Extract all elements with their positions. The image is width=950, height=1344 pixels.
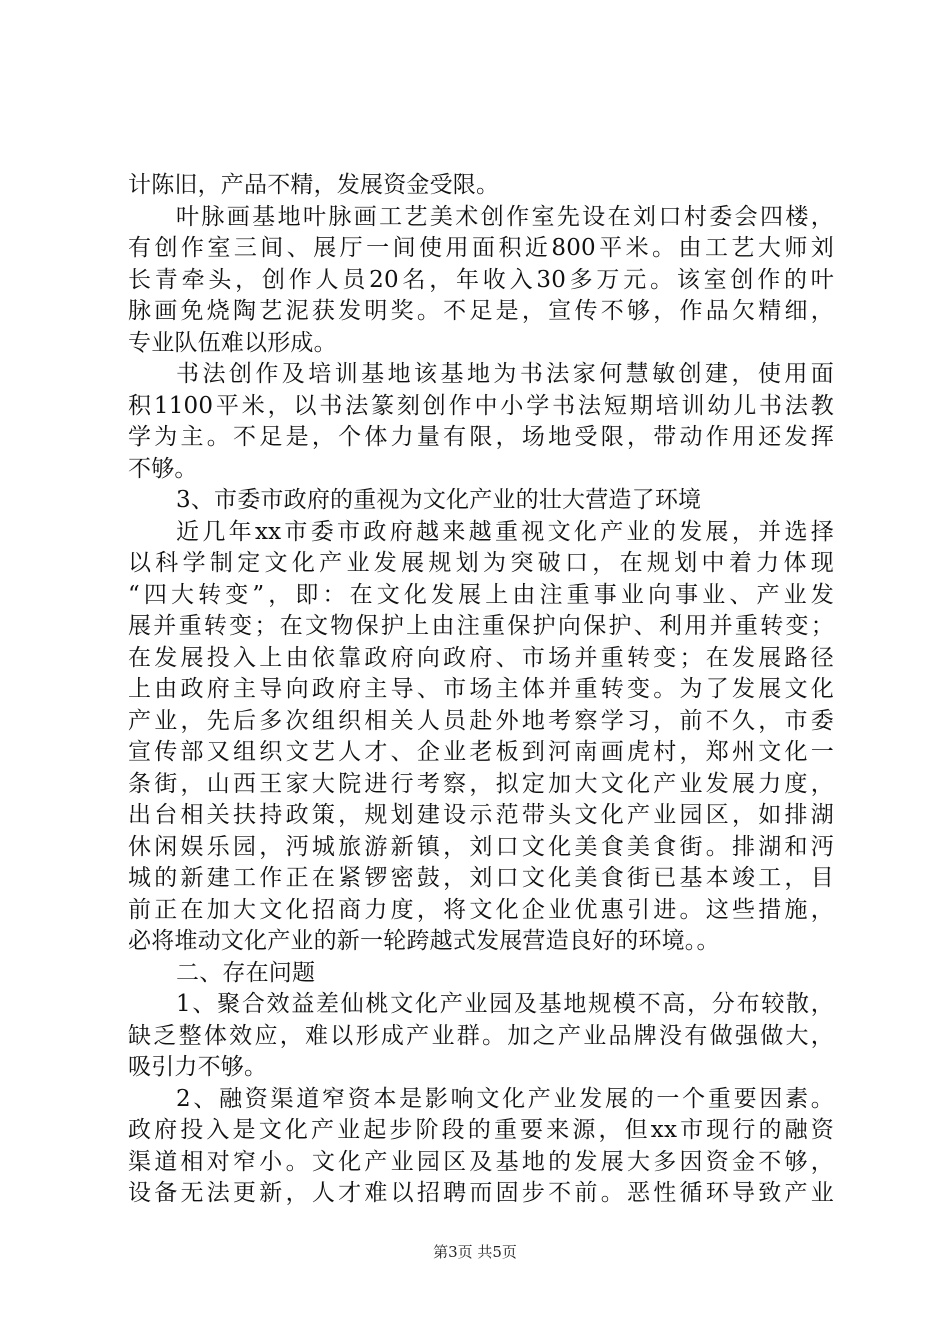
text-line: 上由政府主导向政府主导、市场主体并重转变。为了发展文化 (128, 676, 834, 702)
text-line: 设备无法更新，人才难以招聘而固步不前。恶性循环导致产业 (128, 1180, 834, 1206)
text-line: 近几年xx市委市政府越来越重视文化产业的发展，并选择 (176, 518, 834, 545)
paragraph (128, 359, 834, 485)
text-line: 在发展投入上由依靠政府向政府、市场并重转变；在发展路径 (128, 644, 834, 671)
text-line: 渠道相对窄小。文化产业园区及基地的发展大多因资金不够， (128, 1148, 834, 1175)
text-line: 3、市委市政府的重视为文化产业的壮大营造了环境 (176, 487, 702, 513)
text-line: 叶脉画基地叶脉画工艺美术创作室先设在刘口村委会四楼， (176, 203, 834, 230)
text-line: 学为主。不足是，个体力量有限，场地受限，带动作用还发挥 (128, 424, 834, 450)
text-line: 书法创作及培训基地该基地为书法家何慧敏创建，使用面 (176, 361, 834, 387)
text-line: “四大转变”，即：在文化发展上由注重事业向事业、产业发 (128, 581, 834, 608)
text-line: 休闲娱乐园，沔城旅游新镇，刘口文化美食美食街。排湖和沔 (128, 833, 834, 860)
page-number-footer: 第3页 共5页 (433, 1243, 517, 1261)
text-line: 二、存在问题 (176, 959, 316, 986)
text-line: 有创作室三间、展厅一间使用面积近800平米。由工艺大师刘 (128, 235, 834, 261)
text-line: 产业，先后多次组织相关人员赴外地考察学习，前不久，市委 (128, 707, 834, 734)
section-heading (128, 958, 834, 990)
section-heading (128, 485, 834, 517)
paragraph (128, 989, 834, 1084)
text-line: 不够。 (128, 455, 198, 482)
text-line: 积1100平米，以书法篆刻创作中小学书法短期培训幼儿书法教 (128, 392, 834, 419)
paragraph (128, 1084, 834, 1210)
text-line: 1、聚合效益差仙桃文化产业园及基地规模不高，分布较散， (176, 991, 834, 1017)
text-line: 脉画免烧陶艺泥获发明奖。不足是，宣传不够，作品欠精细， (128, 298, 834, 324)
text-line: 宣传部又组织文艺人才、企业老板到河南画虎村，郑州文化一 (128, 739, 834, 765)
text-line: 2、融资渠道窄资本是影响文化产业发展的一个重要因素。 (176, 1085, 834, 1112)
document-body (128, 170, 834, 1210)
text-line: 吸引力不够。 (128, 1054, 268, 1080)
paragraph (128, 170, 834, 202)
paragraph (128, 517, 834, 958)
text-line: 城的新建工作正在紧锣密鼓，刘口文化美食街已基本竣工，目 (128, 865, 834, 891)
text-line: 展并重转变；在文物保护上由注重保护向保护、利用并重转变； (128, 613, 834, 639)
text-line: 缺乏整体效应，难以形成产业群。加之产业品牌没有做强做大， (128, 1022, 834, 1049)
text-line: 以科学制定文化产业发展规划为突破口，在规划中着力体现 (128, 550, 834, 576)
text-line: 出台相关扶持政策，规划建设示范带头文化产业园区，如排湖 (128, 802, 834, 828)
text-line: 条街，山西王家大院进行考察，拟定加大文化产业发展力度， (128, 770, 834, 797)
text-line: 计陈旧，产品不精，发展资金受限。 (128, 172, 500, 198)
text-line: 专业队伍难以形成。 (128, 329, 337, 356)
text-line: 政府投入是文化产业起步阶段的重要来源，但xx市现行的融资 (128, 1117, 834, 1143)
text-line: 前正在加大文化招商力度，将文化企业优惠引进。这些措施， (128, 896, 834, 923)
text-line: 必将堆动文化产业的新一轮跨越式发展营造良好的环境。。 (128, 928, 720, 954)
paragraph (128, 202, 834, 360)
text-line: 长青牵头，创作人员20名，年收入30多万元。该室创作的叶 (128, 266, 834, 293)
